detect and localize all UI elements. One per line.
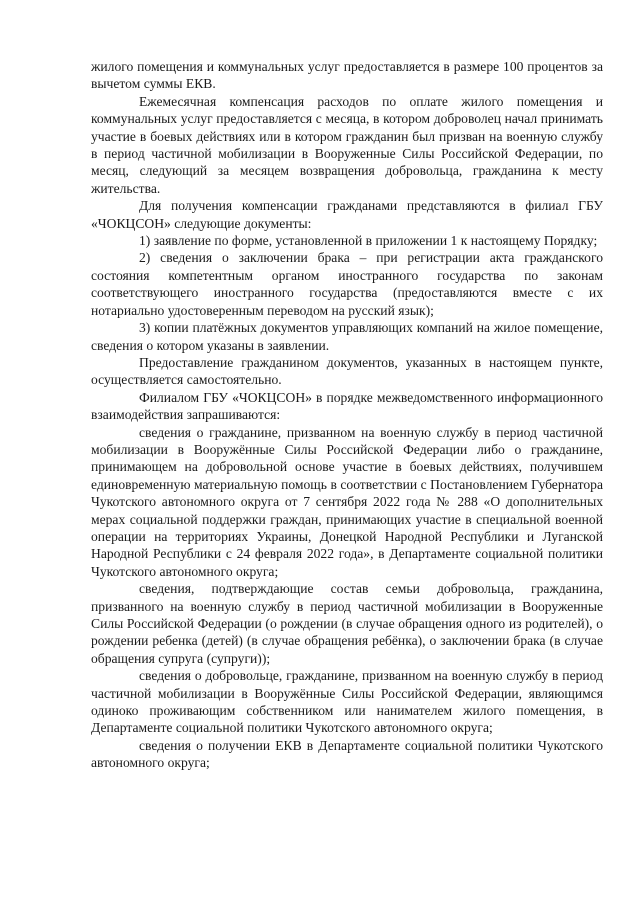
paragraph-mobilized-info: сведения о гражданине, призванном на военную службу в период частичной мобилизации в Вооружённые Силы Российской Федерации либо о гражданине, принимающем на добровольной основе участие в боевых действиях, получившем единовременную материальную помощь в соответствии с Постановлением Губернатора Чукотского автономного округа от 7 сентября 2022 года № 288 «О дополнительных мерах социальной поддержки граждан, принимающих участие в специальной военной операции на территориях Украины, Донецкой Народной Республики и Луганской Народной Республики с 24 февраля 2022 года», в Департаменте социальной политики Чукотского автономного округа; [91, 424, 603, 579]
list-item-application: 1) заявление по форме, установленной в приложении 1 к настоящему Порядку; [139, 233, 598, 249]
paragraph-continuation: жилого помещения и коммунальных услуг предоставляется в размере 100 процентов за вычетом суммы ЕКВ. [91, 59, 603, 92]
list-item-marriage-info: 2) сведения о заключении брака – при регистрации акта гражданского состояния компетентным органом иностранного государства по законам соответствующего иностранного государства (предоставляются вместе с их нотариально удостоверенным переводом на русский язык); [91, 250, 603, 318]
document-page [91, 58, 603, 772]
paragraph-self-submission: Предоставление гражданином документов, указанных в настоящем пункте, осуществляется самостоятельно. [91, 354, 603, 388]
paragraph-family-composition: сведения, подтверждающие состав семьи добровольца, гражданина, призванного на военную службу в период частичной мобилизации в Вооруженные Силы Российской Федерации (о рождении (в случае обращения одного из родителей), о рождении ребенка (детей) (в случае обращения ребёнка), о заключении брака (в случае обращения супруга (супруги)); [91, 581, 603, 666]
paragraph-single-owner: сведения о добровольце, гражданине, призванном на военную службу в период частичной мобилизации в Вооружённые Силы Российской Федерации, являющимся одиноко проживающим собственником или нанимателем жилого помещения, в Департаменте социальной политики Чукотского автономного округа; [91, 668, 603, 736]
paragraph-ekv-info: сведения о получении ЕКВ в Департаменте социальной политики Чукотского автономного округа; [91, 737, 603, 771]
list-item-payment-copies: 3) копии платёжных документов управляющих компаний на жилое помещение, сведения о котором указаны в заявлении. [91, 320, 603, 353]
paragraph-interagency-request: Филиалом ГБУ «ЧОКЦСОН» в порядке межведомственного информационного взаимодействия запрашиваются: [91, 389, 603, 423]
paragraph-documents-intro: Для получения компенсации гражданами представляются в филиал ГБУ «ЧОКЦСОН» следующие документы: [91, 198, 603, 231]
paragraph-compensation-period: Ежемесячная компенсация расходов по оплате жилого помещения и коммунальных услуг предоставляется с месяца, в котором доброволец начал принимать участие в боевых действиях или в котором гражданин был призван на военную службу в период частичной мобилизации в Вооруженные Силы Российской Федерации, по месяц, следующий за месяцем возвращения добровольца, гражданина к месту жительства. [91, 93, 603, 196]
